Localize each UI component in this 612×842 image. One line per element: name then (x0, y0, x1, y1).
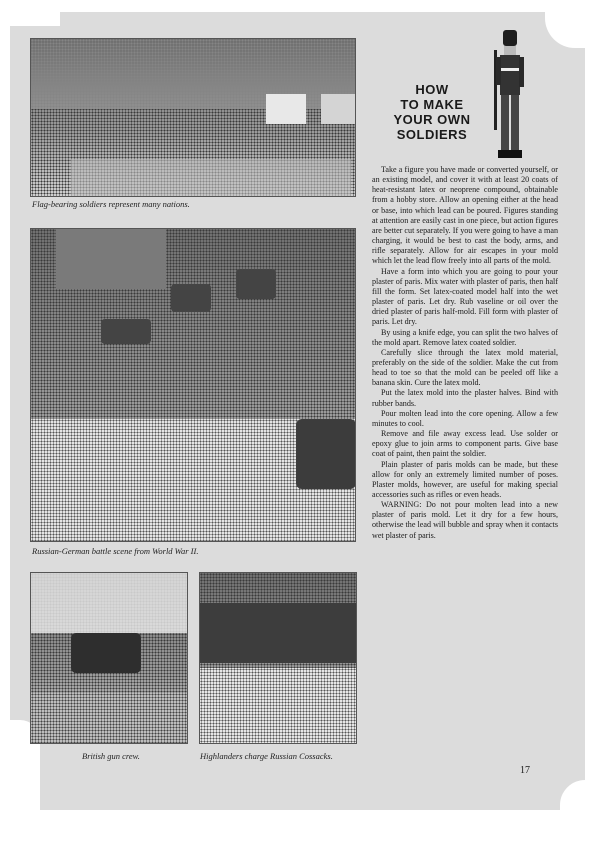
paragraph: Have a form into which you are going to pour your plaster of paris. Mix water with plaster of paris, then half fill the form. Set latex-coated model half into the wet plaster of paris. Let dry. Rub vaseline or oil over the dried plaster of paris half-mold. Fill form with plaster of paris. Let dry. (372, 266, 558, 327)
paragraph: Remove and file away excess lead. Use solder or epoxy glue to join arms to component parts. Give base coat of paint, then paint the soldier. (372, 429, 558, 459)
title-line: SOLDIERS (396, 127, 468, 142)
paragraph: Pour molten lead into the core opening. Allow a few minutes to cool. (372, 408, 558, 428)
paragraph: WARNING: Do not pour molten lead into a new plaster of paris mold. Let it dry for a few hours, otherwise the lead will bubble and spray when it contacts wet plaster of paris. (372, 500, 558, 540)
paragraph: Take a figure you have made or converted yourself, or an existing model, and cover it with at least 20 coats of heat-resistant latex or neoprene compound, obtainable from a hobby store. Allow an opening either at the head or base, into which lead can be poured. Figures standing at attention are easily cast in one piece, but action figures are better cut separately. If you were going to have a man charging, it would be best to cast the body, arms, and rifle separately. Allow for air escapes in your mold which let the lead flow freely into all parts of the mold. (372, 165, 558, 266)
torn-corner-top-left (0, 0, 60, 26)
photo-gun-crew (30, 572, 188, 744)
paragraph: Put the latex mold into the plaster halves. Bind with rubber bands. (372, 388, 558, 408)
paragraph: Carefully slice through the latex mold material, preferably on the side of the soldier. Make the cut from head to toe so that the mold can be peeled off like a banana skin. Cure the latex mold. (372, 347, 558, 388)
photo-battle-scene (30, 228, 356, 542)
caption-highlanders: Highlanders charge Russian Cossacks. (200, 751, 333, 761)
article-title (372, 82, 492, 142)
toy-soldier-illustration (488, 30, 532, 165)
caption-battle-scene: Russian-German battle scene from World War II. (32, 546, 199, 556)
caption-gun-crew: British gun crew. (82, 751, 140, 761)
photo-flag-bearers (30, 38, 356, 197)
page-number: 17 (520, 765, 530, 776)
caption-flag-bearers: Flag-bearing soldiers represent many nations. (32, 199, 190, 209)
paragraph: Plain plaster of paris molds can be made, but these allow for only an extremely limited number of poses. Plaster molds, however, are useful for making special accessories such as rifles or even heads. (372, 459, 558, 499)
title-line: HOW (415, 82, 449, 97)
title-line: TO MAKE (400, 97, 464, 112)
torn-edge-bottom (0, 810, 612, 842)
torn-corner-top-right (545, 0, 612, 48)
title-line: YOUR OWN (393, 112, 471, 127)
article-body (372, 165, 558, 541)
torn-corner-bottom-right (560, 780, 612, 842)
paragraph: By using a knife edge, you can split the two halves of the mold apart. Remove latex coated soldier. (372, 327, 558, 347)
photo-highlanders (199, 572, 357, 744)
